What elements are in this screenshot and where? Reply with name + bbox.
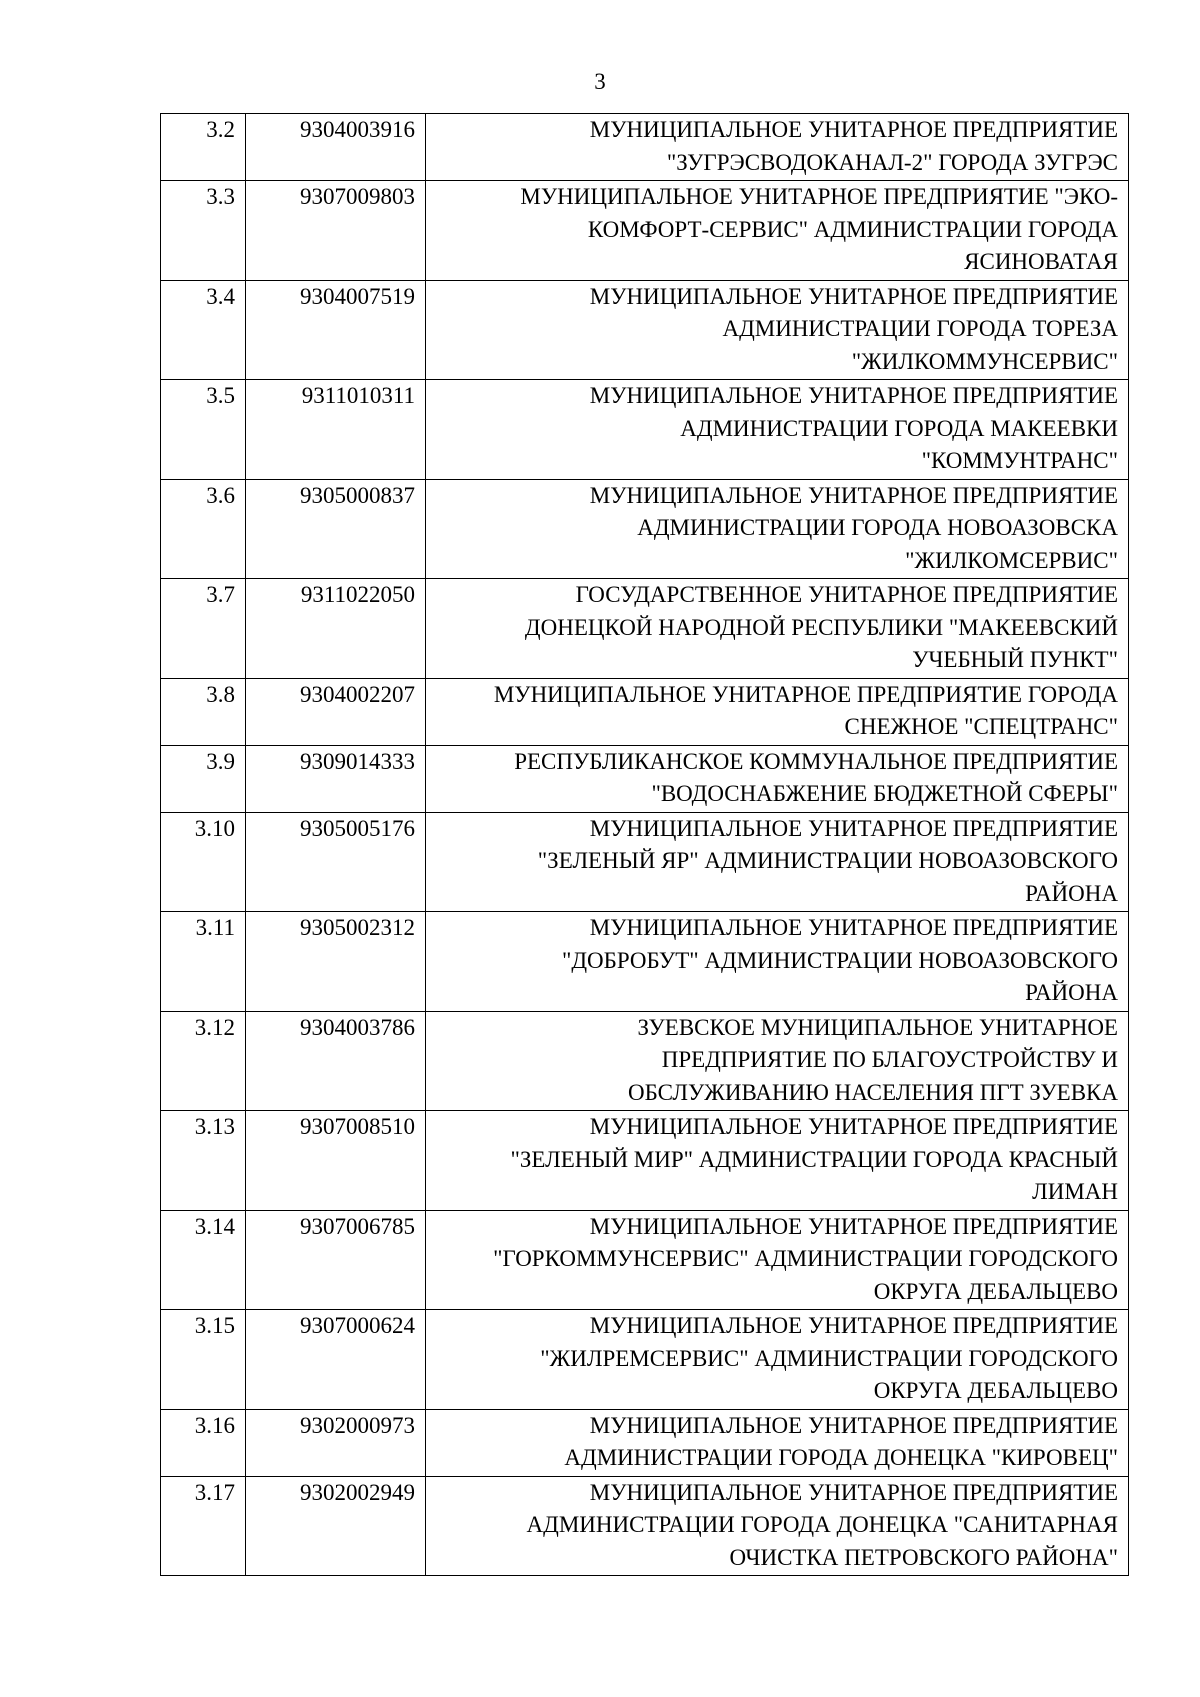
inn-cell: 9307009803	[246, 181, 426, 281]
organization-name-line: "ГОРКОММУНСЕРВИС" АДМИНИСТРАЦИИ ГОРОДСКОГО	[493, 1246, 1118, 1271]
organization-name-line: МУНИЦИПАЛЬНОЕ УНИТАРНОЕ ПРЕДПРИЯТИЕ	[589, 1114, 1118, 1139]
table-row	[161, 1210, 1129, 1310]
organization-name-cell	[426, 479, 1129, 579]
inn-cell: 9304002207	[246, 678, 426, 745]
organization-name-line: МУНИЦИПАЛЬНОЕ УНИТАРНОЕ ПРЕДПРИЯТИЕ ГОРОДА	[493, 681, 1118, 707]
organization-name-line: АДМИНИСТРАЦИИ ГОРОДА ТОРЕЗА	[722, 316, 1118, 341]
item-number-cell: 3.15	[161, 1310, 246, 1410]
page-number: 3	[594, 69, 606, 94]
organization-name-line: МУНИЦИПАЛЬНОЕ УНИТАРНОЕ ПРЕДПРИЯТИЕ	[589, 1479, 1118, 1505]
inn-cell: 9304003786	[246, 1011, 426, 1111]
organization-name-cell	[426, 280, 1129, 380]
organization-name-line: АДМИНИСТРАЦИИ ГОРОДА МАКЕЕВКИ	[680, 415, 1118, 441]
organization-name-cell	[426, 745, 1129, 812]
organization-name-line: МУНИЦИПАЛЬНОЕ УНИТАРНОЕ ПРЕДПРИЯТИЕ	[589, 283, 1118, 309]
table-row	[161, 812, 1129, 912]
item-number-cell: 3.7	[161, 579, 246, 679]
inn-cell: 9311022050	[246, 579, 426, 679]
organization-name-line: "ЖИЛКОМСЕРВИС"	[905, 547, 1118, 573]
organization-name-line: ОКРУГА ДЕБАЛЬЦЕВО	[873, 1378, 1118, 1403]
inn-cell: 9311010311	[246, 380, 426, 480]
enterprise-registry-table	[160, 113, 1129, 1576]
organization-name-cell	[426, 1476, 1129, 1576]
organization-name-line: ЗУЕВСКОЕ МУНИЦИПАЛЬНОЕ УНИТАРНОЕ	[637, 1014, 1118, 1040]
item-number-cell: 3.17	[161, 1476, 246, 1576]
organization-name-cell	[426, 1111, 1129, 1211]
organization-name-line: ОЧИСТКА ПЕТРОВСКОГО РАЙОНА"	[729, 1544, 1118, 1570]
organization-name-line: АДМИНИСТРАЦИИ ГОРОДА НОВОАЗОВСКА	[637, 515, 1118, 540]
organization-name-line: "ЖИЛРЕМСЕРВИС" АДМИНИСТРАЦИИ ГОРОДСКОГО	[540, 1345, 1118, 1371]
item-number-cell: 3.3	[161, 181, 246, 281]
inn-cell: 9309014333	[246, 745, 426, 812]
organization-name-line: ГОСУДАРСТВЕННОЕ УНИТАРНОЕ ПРЕДПРИЯТИЕ	[575, 582, 1118, 607]
table-row	[161, 678, 1129, 745]
organization-name-line: МУНИЦИПАЛЬНОЕ УНИТАРНОЕ ПРЕДПРИЯТИЕ "ЭКО-	[520, 184, 1118, 209]
inn-cell: 9305002312	[246, 912, 426, 1012]
registry-table-body	[161, 114, 1129, 1576]
organization-name-line: "ДОБРОБУТ" АДМИНИСТРАЦИИ НОВОАЗОВСКОГО	[561, 947, 1118, 973]
item-number-cell: 3.14	[161, 1210, 246, 1310]
organization-name-line: МУНИЦИПАЛЬНОЕ УНИТАРНОЕ ПРЕДПРИЯТИЕ	[589, 117, 1118, 142]
organization-name-cell	[426, 1310, 1129, 1410]
item-number-cell: 3.6	[161, 479, 246, 579]
table-row	[161, 380, 1129, 480]
table-row	[161, 912, 1129, 1012]
inn-cell: 9304003916	[246, 114, 426, 181]
item-number-cell: 3.5	[161, 380, 246, 480]
organization-name-line: УЧЕБНЫЙ ПУНКТ"	[912, 647, 1118, 672]
organization-name-cell	[426, 380, 1129, 480]
inn-cell: 9302000973	[246, 1409, 426, 1476]
table-row	[161, 114, 1129, 181]
table-row	[161, 579, 1129, 679]
inn-cell: 9305005176	[246, 812, 426, 912]
table-row	[161, 745, 1129, 812]
organization-name-line: АДМИНИСТРАЦИИ ГОРОДА ДОНЕЦКА "КИРОВЕЦ"	[564, 1445, 1118, 1470]
inn-cell: 9302002949	[246, 1476, 426, 1576]
organization-name-line: ОКРУГА ДЕБАЛЬЦЕВО	[873, 1278, 1118, 1304]
organization-name-line: ДОНЕЦКОЙ НАРОДНОЙ РЕСПУБЛИКИ "МАКЕЕВСКИЙ	[524, 614, 1118, 640]
inn-cell: 9304007519	[246, 280, 426, 380]
table-row	[161, 280, 1129, 380]
organization-name-line: "ЗЕЛЕНЫЙ МИР" АДМИНИСТРАЦИИ ГОРОДА КРАСНЫЙ	[510, 1146, 1118, 1172]
organization-name-line: "ЖИЛКОММУНСЕРВИС"	[851, 348, 1118, 374]
table-row	[161, 1111, 1129, 1211]
organization-name-line: МУНИЦИПАЛЬНОЕ УНИТАРНОЕ ПРЕДПРИЯТИЕ	[589, 915, 1118, 940]
organization-name-cell	[426, 181, 1129, 281]
organization-name-cell	[426, 812, 1129, 912]
item-number-cell: 3.10	[161, 812, 246, 912]
organization-name-line: МУНИЦИПАЛЬНОЕ УНИТАРНОЕ ПРЕДПРИЯТИЕ	[589, 1213, 1118, 1239]
organization-name-line: "ВОДОСНАБЖЕНИЕ БЮДЖЕТНОЙ СФЕРЫ"	[651, 781, 1118, 806]
item-number-cell: 3.12	[161, 1011, 246, 1111]
organization-name-line: МУНИЦИПАЛЬНОЕ УНИТАРНОЕ ПРЕДПРИЯТИЕ	[589, 482, 1118, 508]
organization-name-line: РАЙОНА	[1025, 980, 1118, 1005]
organization-name-line: ОБСЛУЖИВАНИЮ НАСЕЛЕНИЯ ПГТ ЗУЕВКА	[627, 1079, 1118, 1105]
organization-name-line: СНЕЖНОЕ "СПЕЦТРАНС"	[844, 714, 1118, 739]
organization-name-line: ЯСИНОВАТАЯ	[964, 249, 1118, 274]
item-number-cell: 3.4	[161, 280, 246, 380]
organization-name-line: МУНИЦИПАЛЬНОЕ УНИТАРНОЕ ПРЕДПРИЯТИЕ	[589, 383, 1118, 408]
organization-name-cell	[426, 678, 1129, 745]
item-number-cell: 3.11	[161, 912, 246, 1012]
table-row	[161, 1310, 1129, 1410]
organization-name-cell	[426, 912, 1129, 1012]
organization-name-cell	[426, 114, 1129, 181]
organization-name-line: МУНИЦИПАЛЬНОЕ УНИТАРНОЕ ПРЕДПРИЯТИЕ	[589, 1412, 1118, 1438]
inn-cell: 9307000624	[246, 1310, 426, 1410]
table-row	[161, 1409, 1129, 1476]
item-number-cell: 3.8	[161, 678, 246, 745]
organization-name-cell	[426, 579, 1129, 679]
item-number-cell: 3.13	[161, 1111, 246, 1211]
organization-name-line: ПРЕДПРИЯТИЕ ПО БЛАГОУСТРОЙСТВУ И	[661, 1047, 1118, 1072]
organization-name-line: КОМФОРТ-СЕРВИС" АДМИНИСТРАЦИИ ГОРОДА	[587, 216, 1118, 242]
organization-name-line: МУНИЦИПАЛЬНОЕ УНИТАРНОЕ ПРЕДПРИЯТИЕ	[589, 815, 1118, 841]
organization-name-line: РЕСПУБЛИКАНСКОЕ КОММУНАЛЬНОЕ ПРЕДПРИЯТИЕ	[514, 748, 1118, 774]
item-number-cell: 3.9	[161, 745, 246, 812]
table-row	[161, 1476, 1129, 1576]
item-number-cell: 3.2	[161, 114, 246, 181]
inn-cell: 9307008510	[246, 1111, 426, 1211]
organization-name-cell	[426, 1210, 1129, 1310]
organization-name-line: "КОММУНТРАНС"	[921, 448, 1118, 473]
table-row	[161, 479, 1129, 579]
organization-name-line: "ЗУГРЭСВОДОКАНАЛ-2" ГОРОДА ЗУГРЭС	[666, 149, 1118, 175]
table-row	[161, 1011, 1129, 1111]
item-number-cell: 3.16	[161, 1409, 246, 1476]
table-row	[161, 181, 1129, 281]
organization-name-line: РАЙОНА	[1025, 880, 1118, 906]
inn-cell: 9307006785	[246, 1210, 426, 1310]
organization-name-line: МУНИЦИПАЛЬНОЕ УНИТАРНОЕ ПРЕДПРИЯТИЕ	[589, 1313, 1118, 1338]
organization-name-line: "ЗЕЛЕНЫЙ ЯР" АДМИНИСТРАЦИИ НОВОАЗОВСКОГО	[537, 848, 1118, 873]
organization-name-cell	[426, 1409, 1129, 1476]
organization-name-line: ЛИМАН	[1032, 1179, 1118, 1204]
inn-cell: 9305000837	[246, 479, 426, 579]
organization-name-line: АДМИНИСТРАЦИИ ГОРОДА ДОНЕЦКА "САНИТАРНАЯ	[526, 1512, 1118, 1537]
organization-name-cell	[426, 1011, 1129, 1111]
